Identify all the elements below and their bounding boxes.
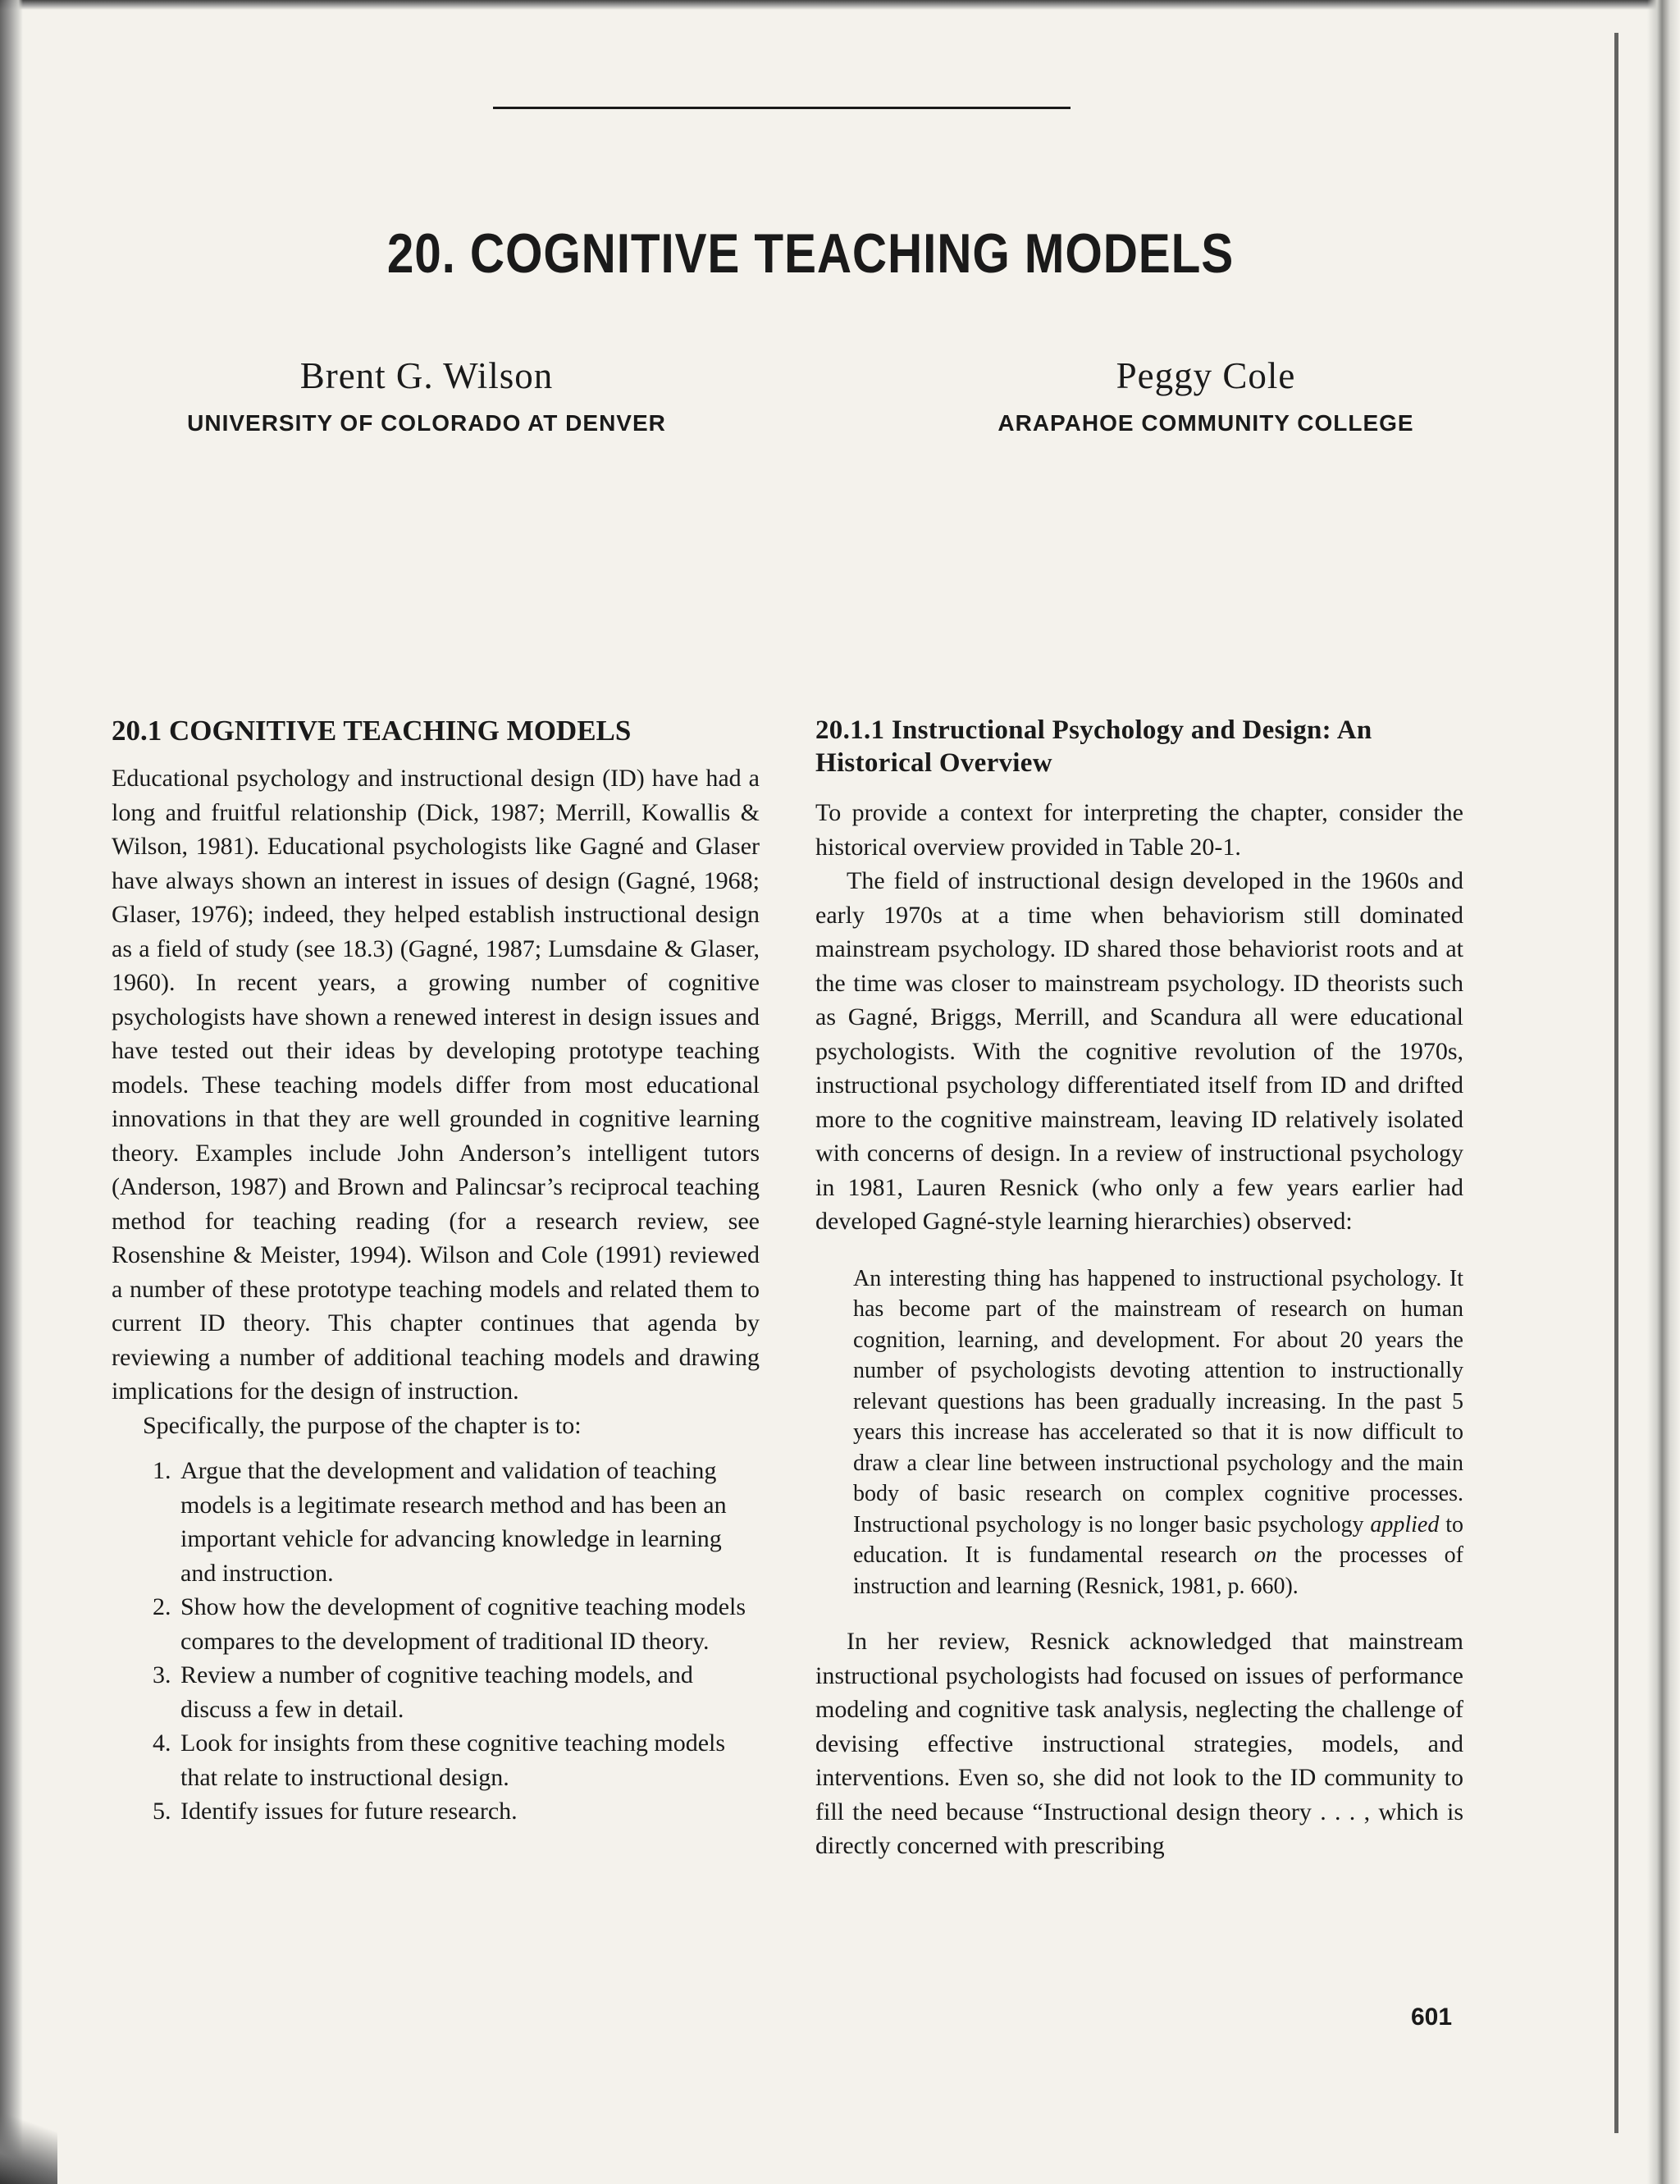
author-name-2: Peggy Cole bbox=[1116, 355, 1296, 396]
context-paragraph: To provide a context for interpreting the chapter, consider the historical overview provided in Table 20-1. bbox=[815, 799, 1463, 861]
quote-emphasis: applied bbox=[1370, 1511, 1440, 1537]
left-column bbox=[112, 714, 760, 1829]
list-item: 3. Review a number of cognitive teaching models, and discuss a few in detail. bbox=[177, 1658, 760, 1726]
intro-paragraph: Educational psychology and instructional design (ID) have had a long and fruitful relationship (Dick, 1987; Merrill, Kowallis & Wilson, 1981). Educational psychologists like Gagné and Glaser have always shown an interest in issues of design (Gagné, 1968; Glaser, 1976); indeed, they helped establish instructional design as a field of study (see 18.3) (Gagné, 1987; Lumsdaine & Glaser, 1960). In recent years, a growing number of cognitive psychologists have shown a renewed interest in design issues and have tested out their ideas by developing prototype teaching models. These teaching models differ from most educational innovations in that they are well grounded in cognitive learning theory. Examples include John Anderson’s intelligent tutors (Anderson, 1987) and Brown and Palincsar’s reciprocal teaching method for teaching reading (for a research review, see Rosenshine & Meister, 1994). Wilson and Cole (1991) reviewed a number of these prototype teaching models and related them to current ID theory. This chapter continues that agenda by reviewing a number of additional teaching models and drawing implications for the design of instruction. bbox=[112, 765, 760, 1405]
purpose-list bbox=[112, 1454, 760, 1829]
right-column bbox=[815, 714, 1463, 1863]
page-number: 601 bbox=[1411, 2004, 1453, 2031]
list-item: 4. Look for insights from these cognitive teaching models that relate to instructional design. bbox=[177, 1726, 760, 1794]
review-paragraph: In her review, Resnick acknowledged that mainstream instructional psychologists had focused on issues of performance modeling and cognitive task analysis, neglecting the challenge of devising effective instructional strategies, models, and interventions. Even so, she did not look to the ID community to fill the need because “Instructional design theory . . . , which is directly concerned with prescribing bbox=[815, 1628, 1463, 1859]
list-item: 5. Identify issues for future research. bbox=[177, 1794, 760, 1829]
scan-edge-top bbox=[0, 0, 1680, 10]
author-affiliation-1: UNIVERSITY OF COLORADO AT DENVER bbox=[187, 410, 666, 436]
author-name-1: Brent G. Wilson bbox=[299, 355, 554, 396]
resnick-quote bbox=[853, 1263, 1463, 1602]
quote-text: to education. It is fundamental research bbox=[853, 1511, 1463, 1568]
header-rule bbox=[493, 107, 1071, 109]
subsection-heading: 20.1.1 Instructional Psychology and Design: An Historical Overview bbox=[815, 715, 1372, 778]
quote-text: An interesting thing has happened to instructional psychology. It has become part of the mainstream of research on human cognition, learning, and development. For about 20 years the number of psychologists devoting attention to instructionally relevant questions has been gradually increasing. In the past 5 years this increase has accelerated so that it is now difficult to draw a clear line between instructional psychology and the main body of basic research on complex cognitive processes. Instructional psychology is no longer basic psychology bbox=[853, 1265, 1463, 1537]
purpose-intro: Specifically, the purpose of the chapter is to: bbox=[143, 1411, 582, 1439]
scan-edge-left bbox=[0, 0, 23, 2184]
history-paragraph: The field of instructional design developed in the 1960s and early 1970s at a time when behaviorism still dominated mainstream psychology. ID shared those behaviorist roots and at the time was closer to mainstream psychology. ID theorists such as Gagné, Briggs, Merrill, and Scandura all were educational psychologists. With the cognitive revolution of the 1970s, instructional psychology differentiated itself from ID and drifted more to the cognitive mainstream, leaving ID relatively isolated with concerns of design. In a review of instructional psychology in 1981, Lauren Resnick (who only a few years earlier had developed Gagné-style learning hierarchies) observed: bbox=[815, 867, 1463, 1235]
section-heading: 20.1 COGNITIVE TEACHING MODELS bbox=[112, 715, 632, 747]
scan-edge-right bbox=[1647, 0, 1680, 2184]
quote-emphasis: on bbox=[1253, 1542, 1277, 1568]
list-item: 2. Show how the development of cognitive teaching models compares to the development of traditional ID theory. bbox=[177, 1590, 760, 1658]
author-affiliation-2: ARAPAHOE COMMUNITY COLLEGE bbox=[998, 410, 1414, 436]
quote-text: the processes of instruction and learning (Resnick, 1981, p. 660). bbox=[853, 1542, 1464, 1599]
scan-corner-shadow bbox=[0, 2100, 57, 2184]
chapter-title: 20. COGNITIVE TEACHING MODELS bbox=[386, 222, 1235, 285]
scan-binding-line bbox=[1614, 33, 1618, 2133]
list-item: 1. Argue that the development and validation of teaching models is a legitimate research method and has been an important vehicle for advancing knowledge in learning and instruction. bbox=[177, 1454, 760, 1590]
